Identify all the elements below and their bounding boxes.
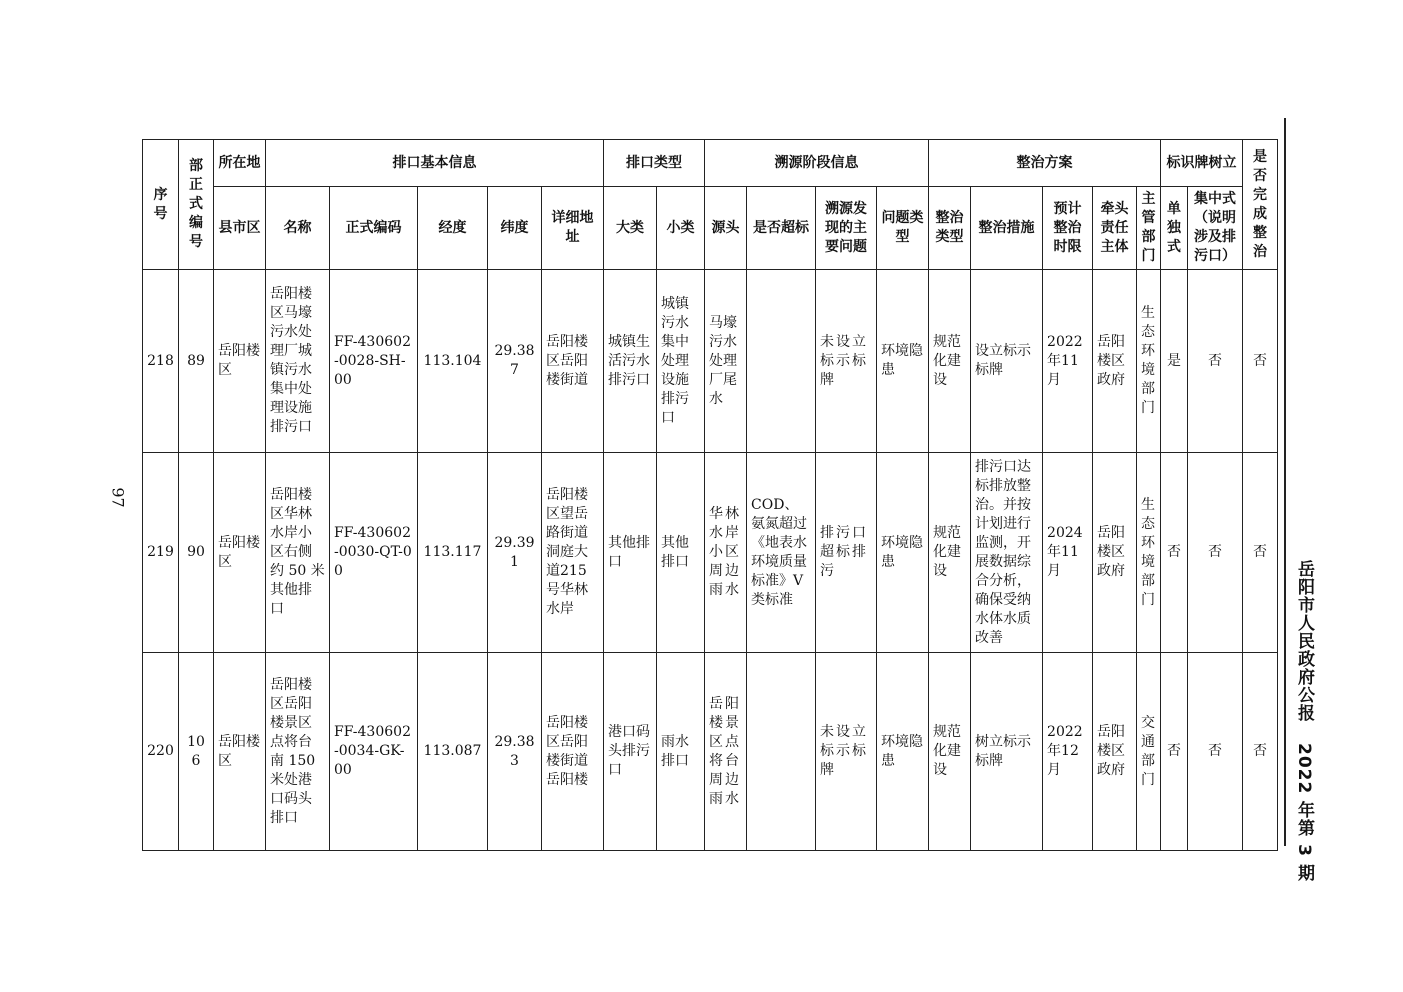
cell-address: 岳阳楼区岳阳楼街道 — [542, 270, 604, 453]
header-latitude: 纬度 — [488, 187, 542, 270]
cell-exceed — [747, 270, 816, 453]
cell-county: 岳阳楼区 — [214, 453, 266, 653]
header-sign-central: 集中式（说明涉及排污口） — [1188, 187, 1243, 270]
cell-minor: 其他排口 — [657, 453, 705, 653]
cell-problem-type: 环境隐患 — [877, 453, 929, 653]
cell-completed: 否 — [1243, 453, 1278, 653]
header-source: 源头 — [705, 187, 747, 270]
header-plan-type: 整治类型 — [929, 187, 971, 270]
cell-name: 岳阳楼区马壕污水处理厂城镇污水集中处理设施排污口 — [266, 270, 330, 453]
header-measure: 整治措施 — [971, 187, 1043, 270]
cell-trace-problem: 未设立标示标牌 — [816, 653, 877, 851]
outlet-table — [142, 139, 1278, 851]
header-problem-type: 问题类型 — [877, 187, 929, 270]
header-trace-info: 溯源阶段信息 — [705, 140, 929, 187]
cell-measure: 设立标示标牌 — [971, 270, 1043, 453]
cell-source: 岳阳楼景区点将台周边雨水 — [705, 653, 747, 851]
cell-latitude: 29.391 — [488, 453, 542, 653]
side-title — [1287, 560, 1317, 882]
header-exceed: 是否超标 — [747, 187, 816, 270]
header-authority: 主管部门 — [1137, 187, 1161, 270]
cell-major: 港口码头排污口 — [604, 653, 657, 851]
header-trace-problem: 溯源发现的主要问题 — [816, 187, 877, 270]
cell-measure: 排污口达标排放整治。并按计划进行监测，开展数据综合分析，确保受纳水体水质改善 — [971, 453, 1043, 653]
cell-minor: 雨水排口 — [657, 653, 705, 851]
cell-seq: 218 — [143, 270, 179, 453]
side-divider — [1284, 118, 1286, 846]
cell-trace-problem: 未设立标示标牌 — [816, 270, 877, 453]
cell-deadline: 2024年11月 — [1043, 453, 1093, 653]
header-completed: 是否完成整治 — [1243, 140, 1278, 270]
cell-measure: 树立标示标牌 — [971, 653, 1043, 851]
cell-lead: 岳阳楼区政府 — [1093, 270, 1137, 453]
cell-dept-code: 89 — [179, 270, 214, 453]
cell-latitude: 29.387 — [488, 270, 542, 453]
cell-sign-single: 是 — [1161, 270, 1188, 453]
table-row — [143, 453, 1278, 653]
cell-sign-central: 否 — [1188, 270, 1243, 453]
cell-problem-type: 环境隐患 — [877, 653, 929, 851]
cell-minor: 城镇污水集中处理设施排污口 — [657, 270, 705, 453]
issue-label: 2022 年第 3 期 — [1294, 742, 1314, 882]
header-sign: 标识牌树立 — [1161, 140, 1243, 187]
cell-source: 华林水岸小区周边雨水 — [705, 453, 747, 653]
cell-plan-type: 规范化建设 — [929, 270, 971, 453]
table-row — [143, 653, 1278, 851]
header-deadline: 预计整治时限 — [1043, 187, 1093, 270]
table-row — [143, 270, 1278, 453]
cell-exceed: COD、氨氮超过《地表水环境质量标准》V 类标准 — [747, 453, 816, 653]
cell-plan-type: 规范化建设 — [929, 453, 971, 653]
header-outlet-type: 排口类型 — [604, 140, 705, 187]
header-seq: 序号 — [143, 140, 179, 270]
cell-address: 岳阳楼区岳阳楼街道岳阳楼 — [542, 653, 604, 851]
cell-deadline: 2022年12月 — [1043, 653, 1093, 851]
cell-longitude: 113.117 — [418, 453, 488, 653]
cell-address: 岳阳楼区望岳路街道洞庭大道215号华林水岸 — [542, 453, 604, 653]
header-name: 名称 — [266, 187, 330, 270]
cell-sign-central: 否 — [1188, 453, 1243, 653]
header-plan: 整治方案 — [929, 140, 1161, 187]
cell-major: 城镇生活污水排污口 — [604, 270, 657, 453]
cell-sign-single: 否 — [1161, 653, 1188, 851]
header-sign-single: 单独式 — [1161, 187, 1188, 270]
publication-name: 岳阳市人民政府公报 — [1294, 560, 1314, 722]
cell-dept-code: 106 — [179, 653, 214, 851]
cell-exceed — [747, 653, 816, 851]
header-dept-code: 部正式编号 — [179, 140, 214, 270]
cell-code: FF-430602-0034-GK-00 — [330, 653, 418, 851]
cell-deadline: 2022年11月 — [1043, 270, 1093, 453]
page-number: 97 — [108, 487, 128, 508]
header-outlet-info: 排口基本信息 — [266, 140, 604, 187]
cell-seq: 219 — [143, 453, 179, 653]
cell-latitude: 29.383 — [488, 653, 542, 851]
header-code: 正式编码 — [330, 187, 418, 270]
cell-plan-type: 规范化建设 — [929, 653, 971, 851]
header-address: 详细地址 — [542, 187, 604, 270]
cell-trace-problem: 排污口超标排污 — [816, 453, 877, 653]
header-lead: 牵头责任主体 — [1093, 187, 1137, 270]
cell-sign-single: 否 — [1161, 453, 1188, 653]
cell-authority: 生态环境部门 — [1137, 453, 1161, 653]
cell-dept-code: 90 — [179, 453, 214, 653]
cell-longitude: 113.104 — [418, 270, 488, 453]
cell-longitude: 113.087 — [418, 653, 488, 851]
cell-major: 其他排口 — [604, 453, 657, 653]
header-minor: 小类 — [657, 187, 705, 270]
cell-lead: 岳阳楼区政府 — [1093, 653, 1137, 851]
header-longitude: 经度 — [418, 187, 488, 270]
cell-code: FF-430602-0028-SH-00 — [330, 270, 418, 453]
cell-county: 岳阳楼区 — [214, 270, 266, 453]
cell-completed: 否 — [1243, 270, 1278, 453]
cell-source: 马壕污水处理厂尾水 — [705, 270, 747, 453]
cell-name: 岳阳楼区岳阳楼景区点将台南 150 米处港口码头排口 — [266, 653, 330, 851]
cell-completed: 否 — [1243, 653, 1278, 851]
cell-authority: 生态环境部门 — [1137, 270, 1161, 453]
header-major: 大类 — [604, 187, 657, 270]
cell-county: 岳阳楼区 — [214, 653, 266, 851]
cell-code: FF-430602-0030-QT-00 — [330, 453, 418, 653]
header-county: 县市区 — [214, 187, 266, 270]
header-location: 所在地 — [214, 140, 266, 187]
cell-sign-central: 否 — [1188, 653, 1243, 851]
cell-lead: 岳阳楼区政府 — [1093, 453, 1137, 653]
cell-authority: 交通部门 — [1137, 653, 1161, 851]
cell-problem-type: 环境隐患 — [877, 270, 929, 453]
cell-name: 岳阳楼区华林水岸小区右侧约 50 米其他排口 — [266, 453, 330, 653]
cell-seq: 220 — [143, 653, 179, 851]
